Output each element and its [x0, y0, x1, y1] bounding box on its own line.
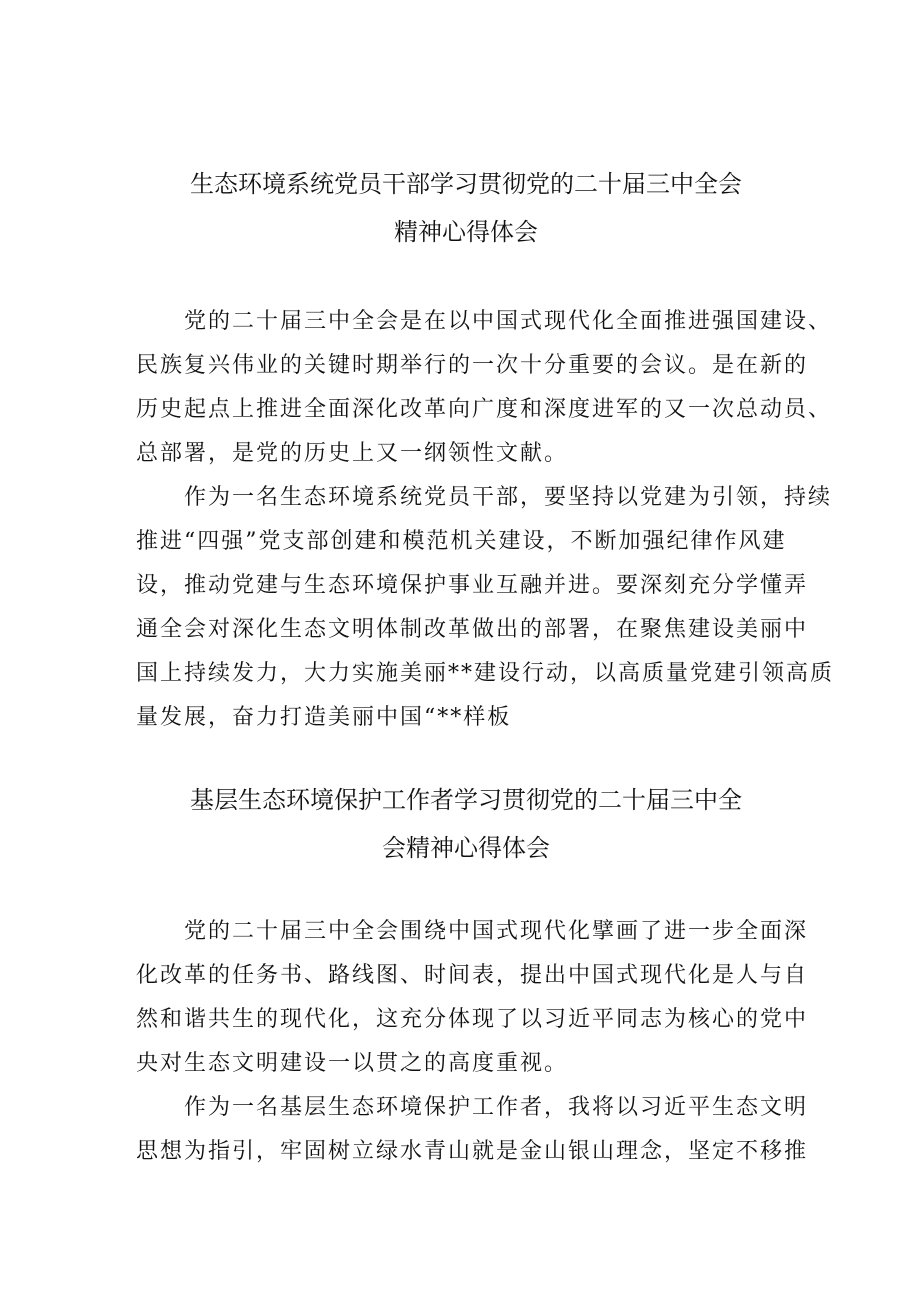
- text-line: 推进“四强”党支部创建和模范机关建设，不断加强纪律作风建: [136, 529, 787, 554]
- text-line: 国上持续发力，大力实施美丽**建设行动，以高质量党建引领高质: [136, 661, 835, 686]
- paragraph: [136, 300, 833, 476]
- text-line: 央对生态文明建设一以贯之的高度重视。: [136, 1051, 569, 1076]
- title-line: 会精神心得体会: [382, 834, 550, 862]
- text-line: 党的二十届三中全会围绕中国式现代化擘画了进一步全面深: [184, 919, 809, 944]
- article-section-2: [136, 776, 809, 1174]
- title-line: 生态环境系统党员干部学习贯彻党的二十届三中全会: [190, 170, 742, 198]
- paragraph: [136, 476, 835, 740]
- article-section-1: [136, 160, 835, 740]
- title-line: 精神心得体会: [394, 218, 538, 246]
- text-line: 民族复兴伟业的关键时期举行的一次十分重要的会议。是在新的: [136, 353, 809, 378]
- text-line: 设，推动党建与生态环境保护事业互融并进。要深刻充分学懂弄: [136, 573, 809, 598]
- text-line: 思想为指引，牢固树立绿水青山就是金山银山理念，坚定不移推: [136, 1139, 809, 1164]
- text-line: 作为一名生态环境系统党员干部，要坚持以党建为引领，持续: [184, 485, 833, 510]
- text-line: 党的二十届三中全会是在以中国式现代化全面推进强国建设、: [184, 309, 833, 334]
- text-line: 作为一名基层生态环境保护工作者，我将以习近平生态文明: [184, 1095, 809, 1120]
- text-line: 化改革的任务书、路线图、时间表，提出中国式现代化是人与自: [136, 963, 809, 988]
- text-line: 通全会对深化生态文明体制改革做出的部署，在聚焦建设美丽中: [136, 617, 809, 642]
- text-line: 量发展，奋力打造美丽中国“**样板: [136, 705, 512, 730]
- paragraph: [136, 1086, 809, 1174]
- text-line: 然和谐共生的现代化，这充分体现了以习近平同志为核心的党中: [136, 1007, 809, 1032]
- article-title-1: [136, 160, 796, 256]
- text-line: 历史起点上推进全面深化改革向广度和深度进军的又一次总动员、: [136, 397, 833, 422]
- title-line: 基层生态环境保护工作者学习贯彻党的二十届三中全: [190, 786, 742, 814]
- text-line: 总部署，是党的历史上又一纲领性文献。: [136, 441, 569, 466]
- paragraph: [136, 910, 809, 1086]
- article-title-2: [136, 776, 796, 872]
